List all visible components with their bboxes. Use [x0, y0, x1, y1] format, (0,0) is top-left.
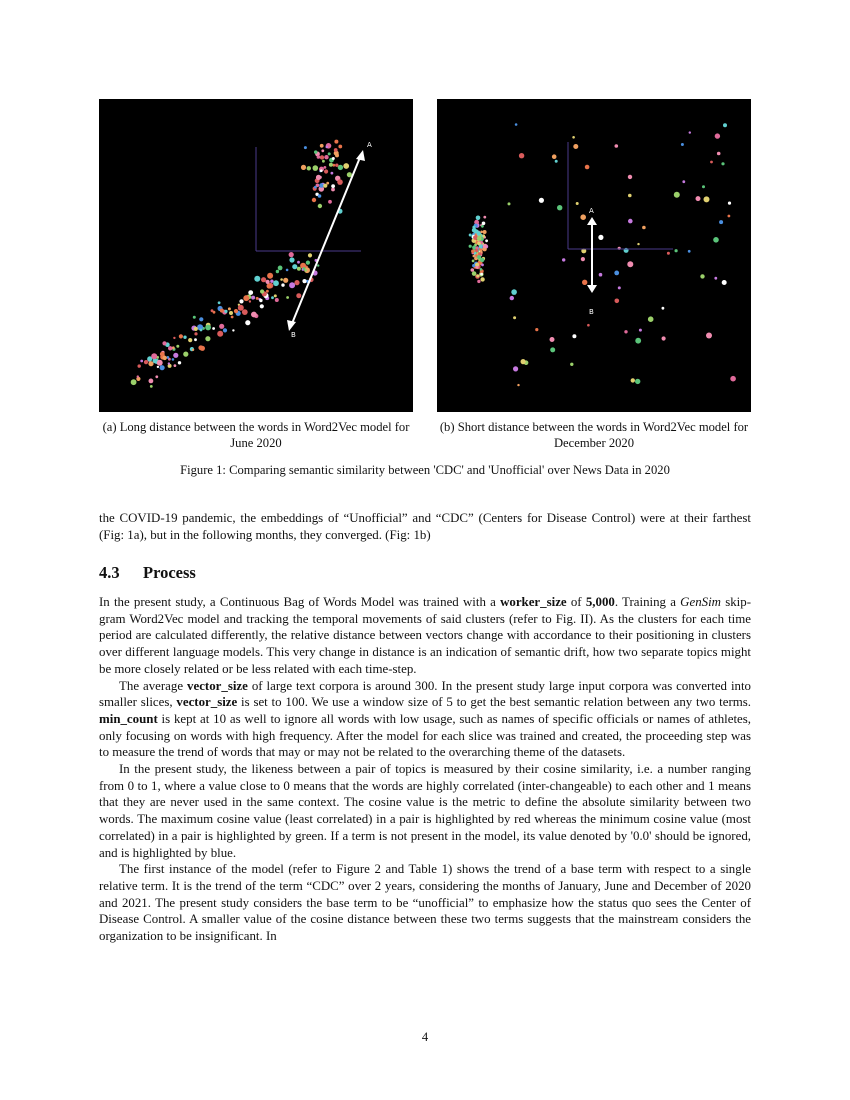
scatter-point	[635, 338, 641, 344]
scatter-point	[472, 226, 475, 229]
scatter-point	[331, 184, 335, 188]
scatter-point	[220, 309, 224, 313]
scatter-point	[318, 194, 322, 198]
scatter-point	[193, 316, 196, 319]
scatter-point	[681, 143, 684, 146]
scatter-point	[267, 273, 273, 279]
scatter-point	[276, 270, 279, 273]
distance-arrow	[291, 155, 361, 326]
scatter-point	[334, 140, 338, 144]
scatter-point	[144, 360, 148, 364]
subfigure-caption-a: (a) Long distance between the words in Word2Vec model for June 2020	[102, 420, 410, 450]
scatter-point	[485, 239, 488, 242]
scatter-point	[587, 324, 590, 327]
scatter-point	[173, 353, 178, 358]
scatter-point	[335, 164, 338, 167]
scatter-point	[307, 166, 311, 170]
scatter-point	[275, 298, 279, 302]
intro-paragraph	[99, 510, 751, 543]
point-label-b: B	[589, 308, 594, 316]
scatter-point	[234, 309, 238, 313]
scatter-point	[648, 316, 654, 322]
scatter-point	[481, 225, 484, 228]
scatter-point	[312, 198, 316, 202]
scatter-point	[338, 165, 343, 170]
scatter-point	[194, 327, 198, 331]
scatter-point	[320, 155, 324, 159]
scatter-point	[205, 336, 210, 341]
scatter-point	[183, 352, 188, 357]
scatter-point	[480, 273, 483, 276]
scatter-point	[476, 274, 479, 277]
scatter-point	[675, 249, 678, 252]
scatter-point	[261, 277, 266, 282]
scatter-point	[303, 267, 306, 270]
scatter-point	[194, 338, 197, 341]
scatter-point	[555, 160, 558, 163]
arrow-head-b	[587, 285, 597, 293]
scatter-point	[475, 249, 478, 252]
scatter-point	[477, 236, 482, 241]
scatter-point	[217, 331, 223, 337]
scatter-point	[163, 356, 167, 360]
scatter-point	[471, 249, 475, 253]
scatter-point	[228, 307, 231, 310]
scatter-point	[598, 235, 603, 240]
scatter-point	[628, 175, 632, 179]
paragraph-3: In the present study, the likeness between a pair of topics is measured by their cosine similarity, i.e. a number ranging from 0 to 1, where a value close to 0 means that the words are highly correlated (inter-changeable) to each other and 1 means that they are never used in the same context. The cosine value is the metric to define the absolute similarity between two words. The maximum cosine value (least correlated) in a pair is highlighted by red whereas the minimum cosine value (most correlated) in a pair is highlighted by green. If a term is not present in the model, its value denoted by '0.0' should be ignored, and is highlighted by blue.	[99, 762, 751, 860]
scatter-point	[137, 375, 139, 377]
scatter-point	[337, 179, 343, 185]
scatter-point	[251, 296, 255, 300]
scatter-point	[719, 220, 723, 224]
section-heading	[99, 563, 196, 583]
figure-caption: Figure 1: Comparing semantic similarity between 'CDC' and 'Unofficial' over News Data in 2020	[180, 463, 670, 477]
scatter-point	[321, 149, 324, 152]
scatter-point	[289, 257, 294, 262]
scatter-point	[483, 216, 486, 219]
scatter-point	[480, 268, 483, 271]
scatter-point	[176, 345, 179, 348]
scatter-point	[511, 289, 517, 295]
point-label-a: A	[367, 141, 372, 149]
scatter-point	[168, 362, 170, 364]
scatter-point	[331, 188, 335, 192]
scatter-point	[615, 299, 620, 304]
scatter-point	[700, 274, 704, 278]
scatter-point	[294, 280, 299, 285]
scatter-point	[319, 183, 324, 188]
scatter-point	[229, 311, 233, 315]
scatter-point	[714, 277, 717, 280]
scatter-point	[260, 289, 264, 293]
scatter-point	[138, 364, 141, 367]
scatter-point	[515, 123, 518, 126]
scatter-point	[628, 194, 632, 198]
scatter-point	[513, 366, 518, 371]
scatter-point	[317, 264, 319, 266]
scatter-point	[283, 278, 288, 283]
scatter-point	[581, 257, 585, 261]
scatter-point	[674, 192, 680, 198]
scatter-point	[475, 266, 478, 269]
scatter-point	[688, 250, 691, 253]
scatter-point	[480, 277, 484, 281]
scatter-point	[267, 283, 272, 288]
scatter-point	[481, 264, 484, 267]
scatter-point	[162, 341, 166, 345]
scatter-point	[704, 196, 710, 202]
scatter-point	[289, 252, 294, 257]
scatter-point	[483, 230, 487, 234]
section-number: 4.3	[99, 563, 120, 582]
scatter-point	[280, 278, 283, 281]
scatter-point	[338, 145, 342, 149]
scatter-point	[301, 165, 306, 170]
scatter-point	[477, 231, 481, 235]
scatter-point	[334, 148, 338, 152]
scatter-point	[199, 317, 203, 321]
scatter-point	[157, 360, 163, 366]
scatter-point	[326, 182, 329, 185]
scatter-point	[539, 198, 544, 203]
scatter-point	[324, 169, 328, 173]
scatter-point	[149, 379, 154, 384]
arrow-head-b	[287, 320, 296, 331]
scatter-point	[238, 305, 244, 311]
scatter-point	[615, 144, 619, 148]
scatter-point	[254, 276, 260, 282]
scatter-point	[472, 264, 475, 267]
scatter-point	[260, 304, 264, 308]
scatter-point	[624, 330, 627, 333]
scatter-point	[618, 286, 621, 289]
scatter-point	[297, 261, 300, 264]
scatter-point	[219, 324, 224, 329]
scatter-point	[223, 328, 227, 332]
scatter-point	[245, 320, 250, 325]
scatter-point	[570, 363, 573, 366]
scatter-point	[213, 311, 216, 314]
scatter-point	[286, 269, 289, 272]
scatter-point	[266, 280, 270, 284]
paragraph-1: In the present study, a Continuous Bag of Words Model was trained with a worker_size of 5,000. Training a GenSim skip-gram Word2Vec model and tracking the temporal movements of said clusters (refer to Fig. II). As the clusters for each time period are calculated differently, the relative distance between vectors change with accordance to their positioning in clusters over different language models. This very change in distance is an indication of semantic drift, how two separate topics might be more closely related or be less related with each time-step.	[99, 595, 751, 676]
scatter-point	[471, 268, 475, 272]
scatter-point	[519, 153, 524, 158]
scatter-point	[302, 279, 306, 283]
scatter-point	[289, 282, 295, 288]
scatter-point	[168, 346, 172, 350]
page-number: 4	[421, 1030, 429, 1044]
scatter-point	[249, 300, 251, 302]
scatter-point	[323, 184, 327, 188]
scatter-point	[194, 332, 197, 335]
scatter-point	[308, 253, 312, 257]
scatter-point	[292, 264, 297, 269]
scatter-point	[326, 146, 329, 149]
scatter-point	[552, 154, 557, 159]
scatter-point	[343, 163, 349, 169]
scatter-point	[642, 226, 646, 230]
section-title: Process	[143, 563, 196, 582]
scatter-point	[231, 316, 234, 319]
scatter-point	[635, 379, 640, 384]
scatter-point	[710, 161, 713, 164]
scatter-point	[477, 280, 480, 283]
scatter-point	[483, 244, 488, 249]
scatter-point	[723, 123, 727, 127]
scatter-point	[662, 336, 666, 340]
scatter-point	[722, 280, 727, 285]
scatter-point	[328, 200, 332, 204]
scatter-point	[662, 307, 665, 310]
scatter-point	[150, 385, 153, 388]
scatter-point	[637, 243, 639, 245]
scatter-point	[317, 155, 321, 159]
scatter-point	[557, 205, 562, 210]
scatter-point	[706, 333, 712, 339]
scatter-point	[151, 353, 157, 359]
scatter-point	[140, 360, 143, 363]
scatter-point	[639, 329, 642, 332]
scatter-point	[550, 347, 555, 352]
scatter-point	[273, 280, 279, 286]
scatter-point	[728, 215, 731, 218]
scatter-point	[324, 155, 328, 159]
scatter-point	[585, 165, 590, 170]
scatter-point	[476, 216, 481, 221]
scatter-point	[198, 345, 203, 350]
scatter-point	[266, 290, 269, 293]
scatter-point	[614, 271, 619, 276]
scatter-point	[274, 294, 277, 297]
scatter-point	[200, 329, 203, 332]
scatter-point	[178, 361, 181, 364]
scatter-point	[513, 316, 516, 319]
scatter-point	[702, 185, 705, 188]
scatter-point	[517, 384, 519, 386]
scatter-point	[582, 280, 587, 285]
scatter-point	[318, 204, 322, 208]
scatter-point	[599, 273, 603, 277]
figure-1a-scatter	[99, 99, 413, 412]
scatter-point	[188, 338, 192, 342]
scatter-point	[717, 152, 721, 156]
scatter-point	[242, 309, 248, 315]
scatter-point	[469, 234, 472, 237]
scatter-point	[696, 196, 701, 201]
scatter-point	[324, 166, 327, 169]
scatter-point	[562, 258, 565, 261]
scatter-point	[160, 352, 165, 357]
scatter-point	[297, 267, 301, 271]
scatter-point	[572, 334, 576, 338]
paragraph-4: The first instance of the model (refer to Figure 2 and Table 1) shows the trend of a base term with respect to a single relative term. It is the trend of the term “CDC” over 2 years, considering the months of January, June and December of 2020 and 2021. The present study considers the base term to be “unofficial” to emphasize how the status quo sees the Center of Disease Control. A smaller value of the cosine distance between these two terms suggests that the mainstream considers the organization to be insignificant. In	[99, 862, 751, 944]
scatter-point	[157, 366, 159, 368]
scatter-point	[271, 296, 274, 299]
scatter-point	[482, 222, 486, 226]
scatter-point	[535, 328, 538, 331]
scatter-point	[329, 163, 333, 167]
scatter-point	[728, 202, 731, 205]
point-label-a: A	[589, 207, 594, 215]
paragraph-2: The average vector_size of large text corpora is around 300. In the present study large input corpora was converted into smaller slices, vector_size is set to 100. We use a window size of 5 to get the best semantic relation between any two terms. min_count is kept at 10 as well to ignore all words with low usage, such as names of specific officials or names of athletes, only focusing on words with high frequency. After the model for each slice was trained and created, the proceeding step was to measure the trend of words that may or may not be related to the overarching theme of the datasets.	[99, 678, 752, 760]
scatter-point	[286, 296, 289, 299]
scatter-point	[580, 214, 586, 220]
scatter-point	[332, 157, 335, 160]
scatter-point	[508, 202, 511, 205]
scatter-point	[314, 186, 317, 189]
scatter-point	[160, 365, 165, 370]
scatter-point	[239, 299, 243, 303]
scatter-point	[278, 266, 283, 271]
scatter-point	[313, 165, 319, 171]
scatter-point	[682, 180, 685, 183]
scatter-point	[480, 258, 484, 262]
arrow-head-a	[356, 150, 365, 161]
scatter-point	[667, 252, 670, 255]
scatter-point	[304, 146, 307, 149]
scatter-point	[314, 150, 317, 153]
scatter-point	[320, 169, 323, 172]
scatter-point	[510, 296, 514, 300]
scatter-point	[319, 176, 322, 179]
scatter-point	[256, 297, 259, 300]
scatter-point	[172, 358, 175, 361]
scatter-point	[183, 336, 186, 339]
scatter-point	[281, 283, 284, 286]
paragraph: the COVID-19 pandemic, the embeddings of “Unofficial” and “CDC” (Centers for Disease Control) were at their farthest (Fig: 1a), but in the following months, they converged. (Fig: 1b)	[99, 511, 751, 542]
scatter-point	[572, 136, 575, 139]
scatter-point	[232, 329, 234, 331]
scatter-point	[469, 245, 472, 248]
point-label-b: B	[291, 331, 296, 339]
scatter-point	[472, 260, 475, 263]
scatter-point	[174, 364, 177, 367]
scatter-point	[155, 375, 158, 378]
scatter-point	[628, 219, 633, 224]
scatter-point	[573, 144, 578, 149]
scatter-point	[715, 133, 720, 138]
scatter-point	[477, 255, 481, 259]
scatter-point	[243, 295, 249, 301]
scatter-point	[248, 290, 253, 295]
figure-1b-scatter	[437, 99, 751, 412]
scatter-point	[205, 325, 211, 331]
scatter-point	[179, 334, 183, 338]
scatter-point	[328, 152, 331, 155]
scatter-point	[472, 271, 477, 276]
scatter-point	[631, 378, 635, 382]
scatter-point	[218, 301, 221, 304]
scatter-point	[259, 299, 262, 302]
scatter-point	[251, 312, 257, 318]
scatter-point	[306, 261, 310, 265]
scatter-point	[320, 144, 324, 148]
scatter-point	[131, 379, 137, 385]
scatter-point	[550, 337, 555, 342]
scatter-point	[296, 293, 301, 298]
scatter-point	[270, 280, 273, 283]
scatter-point	[192, 349, 194, 351]
scatter-point	[730, 376, 736, 382]
scatter-point	[479, 252, 482, 255]
arrow-head-a	[587, 217, 597, 225]
scatter-point	[576, 202, 579, 205]
scatter-point	[173, 337, 175, 339]
scatter-point	[212, 327, 215, 330]
figure-1b-plot	[437, 99, 751, 412]
scatter-point	[713, 237, 719, 243]
scatter-point	[627, 261, 633, 267]
scatter-point	[224, 310, 227, 313]
scatter-point	[689, 131, 691, 133]
scatter-point	[521, 359, 526, 364]
scatter-point	[721, 162, 724, 165]
process-body	[99, 594, 751, 945]
scatter-point	[331, 172, 334, 175]
figure-1a-plot	[99, 99, 413, 412]
subfigure-caption-b: (b) Short distance between the words in Word2Vec model for December 2020	[439, 420, 749, 450]
scatter-point	[322, 160, 325, 163]
